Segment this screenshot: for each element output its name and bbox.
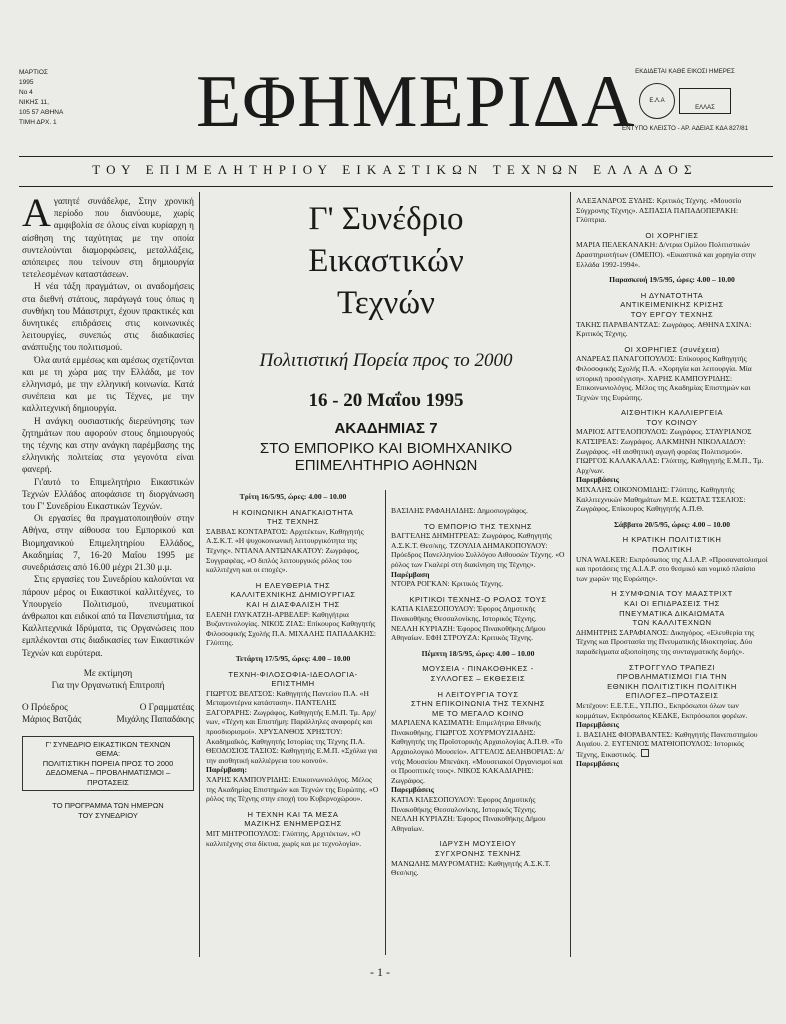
session-title: ΟΙ ΧΟΡΗΓΙΕΣ (συνέχεια) — [624, 344, 720, 354]
frequency-note: ΕΚΔΙΔΕΤΑΙ ΚΑΘΕ ΕΙΚΟΣΙ ΗΜΕΡΕΣ — [635, 68, 735, 75]
session-speakers: Μετέχουν: Ε.Ε.Τ.Ε., ΥΠ.ΠΟ., Εκπρόσωποι όλων των κομμάτων, Εκπρόσωπος ΚΕΔΚΕ, Εκπρόσωποι φορέων. — [576, 700, 748, 720]
session-title: ΤΕΧΝΗ-ΦΙΛΟΣΟΦΙΑ-ΙΔΕΟΛΟΓΙΑ- ΕΠΙΣΤΗΜΗ — [228, 669, 358, 689]
session-speakers: ΜΑΝΩΛΗΣ ΜΑΥΡΟΜΑΤΗΣ: Καθηγητής Α.Σ.Κ.Τ. Θεσ/κης. — [391, 858, 551, 878]
session-speakers: ΒΑΣΙΛΗΣ ΡΑΦΑΗΛΙΔΗΣ: Δημοσιογράφος. — [391, 506, 528, 515]
intervention-label: Παρεμβάσεις — [576, 720, 619, 730]
letter-paragraph-4: Η ανάγκη ουσιαστικής διερεύνησης των ζητημάτων που αφορούν στους δημιουργούς της τέχνης και στην ανάγκη παρέμβασης της ελληνικής πολιτείας στα γεγονότα είναι φανερή. — [22, 415, 194, 475]
issue-year: 1995 — [19, 79, 34, 86]
program-column-3 — [576, 196, 768, 769]
newspaper-title: ΕΦΗΜΕΡΙΔΑ — [196, 61, 636, 143]
stamp-text: ΕΛΛΑΣ — [695, 105, 715, 111]
session-speakers: ΚΑΤΙΑ ΚΙΛΕΣΟΠΟΥΛΟΥ: Έφορος Δημοτικής Πινακοθήκης Θεσσαλονίκης, Ιστορικός Τέχνης. ΝΕΛΛΗ ΚΥΡΙΑΖΗ: Έφορος Πινακοθήκης Δήμου Αθηναίων. ΕΦΗ ΣΤΡΟΥΖΑ: Κριτικός Τέχνης. — [391, 604, 546, 643]
regards: Με εκτίμηση — [83, 667, 133, 678]
day-heading: Τρίτη 16/5/95, ώρες: 4.00 – 10.00 — [239, 492, 347, 501]
congress-theme-box — [22, 736, 194, 792]
permit-note: ΕΝΤΥΠΟ ΚΛΕΙΣΤΟ - ΑΡ. ΑΔΕΙΑΣ ΚΔΑ 827/81 — [621, 125, 749, 132]
secretary-name: Μιχάλης Παπαδάκης — [116, 714, 194, 725]
program-heading — [22, 801, 194, 820]
seal-text: Ε.Λ.Α — [649, 98, 665, 104]
president-name: Μάριος Βατζιάς — [22, 714, 82, 725]
session-speakers: ΑΛΕΞΑΝΔΡΟΣ ΞΥΔΗΣ: Κριτικός Τέχνης. «Μουσείο Σύγχρονης Τέχνης». ΑΣΠΑΣΙΑ ΠΑΠΑΔΟΠΕΡΑΚΗ: Γλύπτρια. — [576, 196, 742, 225]
masthead-right — [600, 68, 770, 132]
box-line: ΘΕΜΑ: — [95, 749, 121, 759]
box-line: ΠΟΛΙΤΙΣΤΙΚΗ ΠΟΡΕΙΑ ΠΡΟΣ ΤΟ 2000 — [42, 758, 174, 768]
issue-street: ΝΙΚΗΣ 11, — [19, 99, 49, 106]
session-title: Η ΔΥΝΑΤΟΤΗΤΑ ΑΝΤΙΚΕΙΜΕΝΙΚΗΣ ΚΡΙΣΗΣ ΤΟΥ ΕΡΓΟΥ ΤΕΧΝΗΣ — [620, 290, 724, 319]
intervention-label: Παρέμβαση — [391, 569, 430, 579]
session-speakers: ΒΑΓΓΕΛΗΣ ΔΗΜΗΤΡΕΑΣ: Ζωγράφος, Καθηγητής Α.Σ.Κ.Τ. Θεσ/κης. ΤΖΟΥΛΙΑ ΔΗΜΑΚΟΠΟΥΛΟΥ: Πρόεδρος Πανελληνίου Συλλόγου Αιθουσών Τέχνης. «Ο ρόλος των Γκαλερί στη διακίνηση της Τέχνης». — [391, 531, 565, 569]
letter-paragraph-2: Η νέα τάξη πραγμάτων, οι αναδομήσεις στα διεθνή στάτους, παράγωγά τους όπως η συνθήκη του Μάαστριχτ, έχουν πρακτικές και δυνητικές επιδράσεις στις κοινωνικές λειτουργίες, συνεπώς στις διαδικασίες ανάπτυξης του πολιτισμού. — [22, 281, 194, 353]
letter-paragraph-7: Στις εργασίες του Συνεδρίου καλούνται να πάρουν μέρος οι Εικαστικοί καλλιτέχνες, το Υπουργείο Πολιτισμού, πνευματικοί άνθρωποι και ειδικοί από τα Πανεπιστήμια, τα Καλλιτεχνικά Ιδρύματα, τις Οργανώσεις που εμπλέκονται στις διαδικασίες των Εικαστικών Τεχνών και ευρύτερα. — [22, 574, 194, 658]
session-speakers: ΜΑΡΙΟΣ ΑΓΓΕΛΟΠΟΥΛΟΣ: Ζωγράφος. ΣΤΑΥΡΙΑΝΟΣ ΚΑΤΣΙΡΕΑΣ: Ζωγράφος. ΑΛΚΜΗΝΗ ΝΙΚΟΛΑΙΔΟΥ: Ζωγράφος. «Η αισθητική αγωγή φορέας Πολιτισμού». ΓΙΩΡΓΟΣ ΚΑΛΑΚΑΛΑΣ: Γλύπτης, Καθηγητής Ε.Μ.Π., Τμ. Αρχ/νων. — [576, 427, 764, 475]
session-title: ΜΟΥΣΕΙΑ - ΠΙΝΑΚΟΘΗΚΕΣ - ΣΥΛΛΟΓΕΣ – ΕΚΘΕΣΕΙΣ — [422, 664, 534, 683]
session-speakers: ΕΛΕΝΗ ΓΛΥΚΑΤΖΗ-ΑΡΒΕΛΕΡ: Καθηγήτρια Βυζαντινολογίας. ΝΙΚΟΣ ΖΙΑΣ: Επίκουρος Καθηγητής Φιλοσοφικής Σχολής Π.Α. ΜΙΧΑΛΗΣ ΠΑΠΑΔΑΚΗΣ: Γλύπτης. — [206, 609, 377, 648]
day-heading: Σάββατο 20/5/95, ώρες: 4.00 – 10.00 — [613, 519, 731, 529]
session-speakers: ΜΙΤ ΜΗΤΡΟΠΟΥΛΟΣ: Γλύπτης, Αρχιτέκτων, «Ο καλλιτέχνης στα δίκτυα, χωρίς και με τεχνολογία». — [206, 829, 362, 848]
issue-price: ΤΙΜΗ ΔΡΧ. 1 — [19, 119, 57, 126]
intervention-speakers: ΝΤΟΡΑ ΡΟΓΚΑΝ: Κριτικός Τέχνης. — [391, 579, 504, 589]
president-title: Ο Πρόεδρος — [22, 702, 68, 713]
session-title: Η ΛΕΙΤΟΥΡΓΙΑ ΤΟΥΣ ΣΤΗΝ ΕΠΙΚΟΙΝΩΝΙΑ ΤΗΣ ΤΕΧΝΗΣ ΜΕ ΤΟ ΜΕΓΑΛΟ ΚΟΙΝΟ — [410, 689, 545, 718]
letter-paragraph-5: Γι'αυτό το Επιμελητήριο Εικαστικών Τεχνών Ελλάδος αποφάσισε τη διοργάνωση του Γ' Συνεδρίου Εικαστικών Τεχνών. — [22, 476, 194, 512]
session-speakers: ΔΗΜΗΤΡΗΣ ΣΑΡΑΦΙΑΝΟΣ: Δικηγόρος. «Ελευθερία της Τέχνης και Προστασία της Πνευματικής Ιδιοκτησίας. Δύο παραδείγματα αξιοποίησης της συνταγματικής δομής». — [576, 627, 755, 656]
intervention-speakers: ΧΑΡΗΣ ΚΑΜΠΟΥΡΙΔΗΣ: Επικοινωνιολόγος. Μέλος της Ακαδημίας Επιστημών και Τεχνών της Ευρώπης. «Ο ρόλος της Τέχνης στην εποχή του Κυβερνοχώρου». — [206, 775, 379, 804]
signature-titles — [22, 701, 194, 713]
session-speakers: ΣΑΒΒΑΣ ΚΟΝΤΑΡΑΤΟΣ: Αρχιτέκτων, Καθηγητής Α.Σ.Κ.Τ. «Η ψυχοκοινωνική λειτουργικότητα της Τέχνης». ΝΤΙΑΝΑ ΑΝΤΩΝΑΚΑΤΟΥ: Ζωγράφος, Συγγραφέας, «Ο διπλός λειτουργικός ρόλος του καλλιτέχνη και οι εποχές». — [206, 526, 364, 575]
headline-line: Εικαστικών — [308, 243, 464, 279]
session-speakers: UNA WALKER: Εκπρόσωπος της Α.Ι.Α.Ρ. «Προσανατολισμοί και προτάσεις της Α.Ι.Α.Ρ. στο θεσμικό και νομικό πλαίσιο των χωρών της Ευρώπης». — [576, 554, 768, 583]
congress-address: ΑΚΑΔΗΜΙΑΣ 7 — [334, 420, 438, 437]
session-title: Η ΕΛΕΥΘΕΡΙΑ ΤΗΣ ΚΑΛΛΙΤΕΧΝΙΚΗΣ ΔΗΜΙΟΥΡΓΙΑΣ ΚΑΙ Η ΔΙΑΣΦΑΛΙΣΗ ΤΗΣ — [230, 580, 356, 609]
intervention-speakers: ΚΑΤΙΑ ΚΙΛΕΣΟΠΟΥΛΟΥ: Έφορος Δημοτικής Πινακοθήκης Θεσσαλονίκης, Ιστορικός Τέχνης. ΝΕΛΛΗ ΚΥΡΙΑΖΗ: Έφορος Πινακοθήκης Δήμου Αθηναίων. — [391, 795, 546, 833]
secretary-title: Ο Γραμματέας — [139, 702, 194, 713]
program-heading-line: ΤΟΥ ΣΥΝΕΔΡΙΟΥ — [78, 810, 138, 820]
editorial-letter — [22, 190, 194, 820]
congress-venue — [205, 440, 567, 474]
masthead-rule-bottom — [19, 186, 773, 187]
session-title: Η ΚΡΑΤΙΚΗ ΠΟΛΙΤΙΣΤΙΚΗ ΠΟΛΙΤΙΚΗ — [622, 535, 722, 554]
intervention-label: Παρεμβάσεις — [576, 759, 619, 769]
intervention-label: Παρέμβαση: — [206, 765, 247, 775]
program-heading-line: ΤΟ ΠΡΟΓΡΑΜΜΑ ΤΩΝ ΗΜΕΡΩΝ — [52, 801, 164, 811]
venue-line: ΣΤΟ ΕΜΠΟΡΙΚΟ ΚΑΙ ΒΙΟΜΗΧΑΝΙΚΟ — [259, 440, 513, 457]
day-heading: Τετάρτη 17/5/95, ώρες: 4.00 – 10.00 — [235, 653, 351, 663]
session-title: ΑΙΣΘΗΤΙΚΗ ΚΑΛΛΙΕΡΓΕΙΑ ΤΟΥ ΚΟΙΝΟΥ — [620, 408, 724, 427]
session-title: Η ΣΥΜΦΩΝΙΑ ΤΟΥ ΜΑΑΣΤΡΙΧΤ ΚΑΙ ΟΙ ΕΠΙΔΡΑΣΕΙΣ ΤΗΣ ΠΝΕΥΜΑΤΙΚΑ ΔΙΚΑΙΩΜΑΤΑ ΤΩΝ ΚΑΛΛΙΤΕΧΝΩΝ — [611, 589, 733, 628]
session-title: ΣΤΡΟΓΓΥΛΟ ΤΡΑΠΕΖΙ ΠΡΟΒΛΗΜΑΤΙΣΜΟΙ ΓΙΑ ΤΗΝ ΕΘΝΙΚΗ ΠΟΛΙΤΙΣΤΙΚΗ ΠΟΛΙΤΙΚΗ ΕΠΙΛΟΓΕΣ–ΠΡΟΤΑΣΕΙΣ — [607, 662, 737, 701]
program-column-2 — [391, 506, 565, 878]
issue-city: 105 57 ΑΘΗΝΑ — [19, 109, 64, 116]
session-speakers: ΜΑΡΙΑ ΠΕΛΕΚΑΝΑΚΗ: Δ/ντρια Ομίλου Πολιτιστικών Δραστηριοτήτων (ΟΜΕΠΟ). «Εικαστικά και χορηγία στην Ελλάδα 1992-1994». — [576, 240, 756, 269]
intervention-speakers: ΜΙΧΑΛΗΣ ΟΙΚΟΝΟΜΙΔΗΣ: Γλύπτης, Καθηγητής Καλλιτεχνικών Μαθημάτων Μ.Ε. ΚΩΣΤΑΣ ΤΣΕΛΙΟΣ: Ζωγράφος, Επίκουρος Καθηγητής Α.Π.Θ. — [576, 485, 746, 514]
session-title: ΙΔΡΥΣΗ ΜΟΥΣΕΙΟΥ ΣΥΓΧΡΟΝΗΣ ΤΕΧΝΗΣ — [434, 839, 522, 858]
intervention-speakers: 1. ΒΑΣΙΛΗΣ ΦΙΟΡΑΒΑΝΤΕΣ: Καθηγητής Πανεπιστημίου Αιγαίου. 2. ΕΥΓΕΝΙΟΣ ΜΑΤΘΙΟΠΟΥΛΟΣ: Ιστορικός Τέχνης, Εικαστικός. — [576, 729, 758, 759]
for-committee: Για την Οργανωτική Επιτροπή — [51, 679, 165, 690]
congress-headline — [205, 198, 567, 324]
column-divider-1 — [199, 192, 200, 957]
intervention-label: Παρεμβάσεις — [391, 785, 434, 795]
letter-paragraph-3: Όλα αυτά εμμέσως και αμέσως σχετίζονται και με τη χώρα μας την Ελλάδα, με τον ελληνισμό, με την ελληνική κοινωνία. Κατά συνέπεια και με τις Τέχνες, με την καλλιτεχνική δημιουργία. — [22, 354, 194, 414]
session-title: Η ΤΕΧΝΗ ΚΑΙ ΤΑ ΜΕΣΑ ΜΑΖΙΚΗΣ ΕΝΗΜΕΡΩΣΗΣ — [244, 809, 342, 829]
letter-paragraph-1: γαπητέ συνάδελφε, Στην χρονική περίοδο που διανύουμε, χωρίς αμφιβολία σε όλους είναι κυρίαρχη η αίσθηση της ταχύτητας με την οποία συντελούνται διαμορφώσεις, μεταλλάξεις, απόπειρες που τείνουν στη δημιουργία τετελεσμένων καταστάσεων. — [22, 196, 194, 280]
session-title: ΤΟ ΕΜΠΟΡΙΟ ΤΗΣ ΤΕΧΝΗΣ — [423, 521, 533, 531]
session-speakers: ΑΝΔΡΕΑΣ ΠΑΝΑΓΟΠΟΥΛΟΣ: Επίκουρος Καθηγητής Φιλοσοφικής Σχολής Π.Α. «Χορηγία και λειτουργία. Μία ιστορική προσέγγιση». ΧΑΡΗΣ ΚΑΜΠΟΥΡΙΔΗΣ: Επικοινωνιολόγος. Μέλος της Ακαδημίας Επιστημών και Τεχνών της Ευρώπης. — [576, 354, 752, 402]
box-line: ΔΕΔΟΜΕΝΑ – ΠΡΟΒΛΗΜΑΤΙΣΜΟΙ – ΠΡΟΤΑΣΕΙΣ — [45, 768, 171, 787]
drop-cap: Α — [22, 190, 51, 235]
headline-line: Τεχνών — [337, 285, 435, 321]
day-heading: Παρασκευή 19/5/95, ώρες: 4.00 – 10.00 — [609, 275, 735, 285]
congress-dates: 16 - 20 Μαΐου 1995 — [308, 390, 464, 411]
session-title: ΚΡΙΤΙΚΟΙ ΤΕΧΝΗΣ-Ο ΡΟΛΟΣ ΤΟΥΣ — [409, 594, 547, 604]
page-number: - 1 - — [370, 965, 390, 979]
session-title: ΟΙ ΧΟΡΗΓΙΕΣ — [645, 230, 699, 240]
session-speakers: ΤΑΚΗΣ ΠΑΡΑΒΑΝΤΖΑΣ: Ζωγράφος. ΑΘΗΝΑ ΣΧΙΝΑ: Κριτικός Τέχνης. — [576, 319, 752, 339]
day-heading: Πέμπτη 18/5/95, ώρες: 4.00 – 10.00 — [421, 648, 535, 658]
session-speakers: ΓΙΩΡΓΟΣ ΒΕΛΤΣΟΣ: Καθηγητής Παντείου Π.Α. «Η Μεταμοντέρνα κατάσταση». ΠΑΝΤΕΛΗΣ ΞΑΓΟΡΑΡΗΣ: Ζωγράφος, Καθηγητής Ε.Μ.Π. Τμ. Αρχ/νων, «Τέχνη και Επιστήμη: Παράλληλες αναφορές και προσδιορισμοί». ΧΡΥΣΑΝΘΟΣ ΧΡΗΣΤΟΥ: Ακαδημαϊκός, Καθηγητής Ιστορίας της Τέχνης Π.Α. ΘΕΟΔΟΣΙΟΣ ΤΑΣΙΟΣ: Καθηγητής Ε.Μ.Π. «Σχόλια για την αισθητική καλλιέργεια του κοινού». — [206, 688, 378, 765]
issue-month: ΜΑΡΤΙΟΣ — [19, 69, 48, 76]
box-line: Γ' ΣΥΝΕΔΡΙΟ ΕΙΚΑΣΤΙΚΩΝ ΤΕΧΝΩΝ — [45, 739, 171, 749]
venue-line: ΕΠΙΜΕΛΗΤΗΡΙΟ ΑΘΗΝΩΝ — [294, 457, 478, 474]
headline-line: Γ' Συνέδριο — [308, 201, 464, 237]
newspaper-subtitle: ΤΟΥ ΕΠΙΜΕΛΗΤΗΡΙΟΥ ΕΙΚΑΣΤΙΚΩΝ ΤΕΧΝΩΝ ΕΛΛΑΔΟΣ — [92, 162, 698, 177]
program-column-1 — [206, 492, 380, 848]
masthead-rule-top — [19, 156, 773, 157]
postage-stamp-icon — [679, 88, 731, 114]
postal-seal-icon — [639, 83, 675, 119]
letter-paragraph-6: Οι εργασίες θα πραγματοποιηθούν στην Αθήνα, στην αίθουσα του Εμπορικού και Βιομηχανικού Επιμελητηρίου Ελλάδος, Ακαδημίας 7, 16-20 Μαΐου 1995 με συνεδριάσεις από 16.00 μέχρι 21.30 μ.μ. — [22, 513, 194, 573]
congress-theme: Πολιτιστική Πορεία προς το 2000 — [259, 350, 513, 371]
column-divider-3 — [570, 192, 571, 957]
signature-names — [22, 713, 194, 725]
column-divider-2 — [385, 490, 386, 955]
end-square-icon — [641, 749, 649, 757]
issue-info — [19, 68, 63, 128]
issue-number: Νο 4 — [19, 89, 33, 96]
session-title: Η ΚΟΙΝΩΝΙΚΗ ΑΝΑΓΚΑΙΟΤΗΤΑ ΤΗΣ ΤΕΧΝΗΣ — [232, 507, 354, 527]
postal-logos — [600, 83, 770, 119]
session-speakers: ΜΑΡΙΛΕΝΑ ΚΑΣΙΜΑΤΗ: Επιμελήτρια Εθνικής Πινακοθήκης. ΓΙΩΡΓΟΣ ΧΟΥΡΜΟΥΖΙΑΔΗΣ: Καθηγητής της Προϊστορικής Αρχαιολογίας Α.Π.Θ. «Το Αρχαιολογικό Μουσείο». ΑΓΓΕΛΟΣ ΔΕΛΗΒΟΡΙΑΣ: Δ/ντής Μουσείου Μπενάκη. «Μουσειακοί Οργανισμοί και οι Προοπτικές τους». ΝΙΚΟΣ ΚΑΚΑΔΙΑΡΗΣ: Ζωγράφος. — [391, 718, 564, 785]
intervention-label: Παρεμβάσεις — [576, 475, 619, 485]
